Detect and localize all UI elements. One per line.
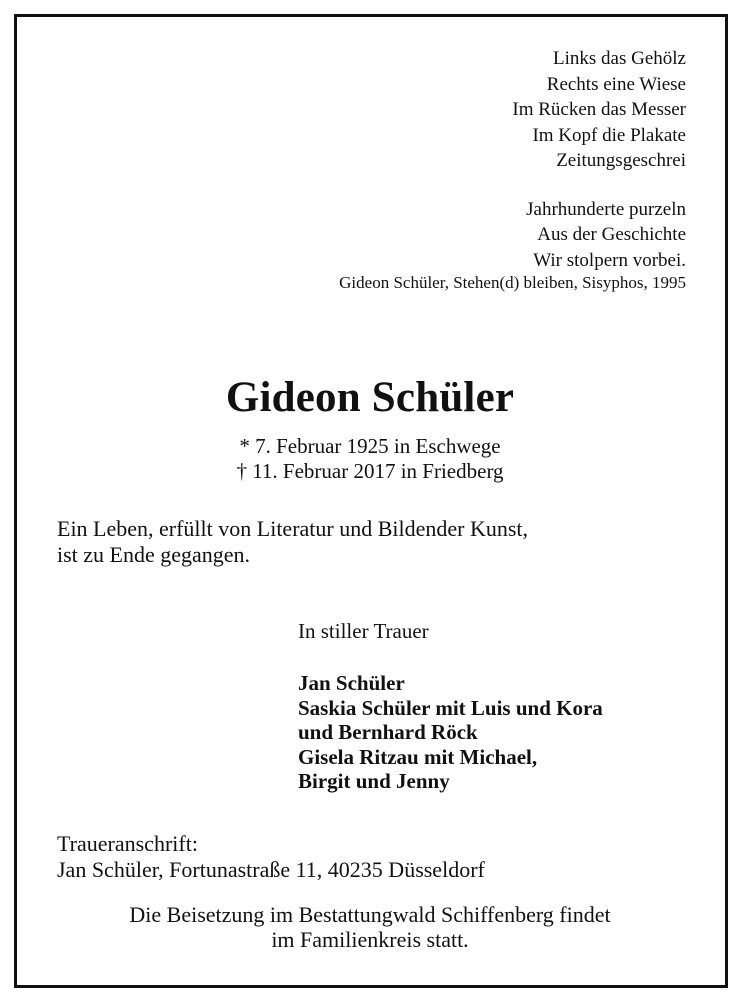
funeral-line: im Familienkreis statt.: [271, 927, 469, 952]
funeral-line: Die Beisetzung im Bestattungwald Schiffenberg findet: [129, 902, 611, 927]
tribute-line: ist zu Ende gegangen.: [57, 542, 251, 567]
poem-line: Wir stolpern vorbei.: [533, 249, 686, 271]
tribute-line: Ein Leben, erfüllt von Literatur und Bildender Kunst,: [57, 516, 529, 541]
poem-stanza: [512, 197, 686, 274]
poem: [512, 46, 686, 273]
poem-line: Zeitungsgeschrei: [556, 150, 686, 171]
mourning-label: In stiller Trauer: [298, 619, 429, 643]
poem-line: Im Rücken das Messer: [512, 99, 686, 120]
poem-line: Aus der Geschichte: [537, 224, 686, 245]
address-label: Traueranschrift:: [57, 831, 198, 856]
poem-attribution: Gideon Schüler, Stehen(d) bleiben, Sisyphos, 1995: [339, 273, 686, 292]
poem-line: Im Kopf die Plakate: [532, 124, 686, 146]
poem-line: Links das Gehölz: [553, 48, 686, 69]
mourner-line: Jan Schüler: [298, 671, 405, 695]
funeral-notice: [0, 902, 740, 952]
mourning-address: [57, 831, 485, 883]
address-line: Jan Schüler, Fortunastraße 11, 40235 Düsseldorf: [57, 857, 485, 882]
mourner-line: und Bernhard Röck: [298, 720, 478, 744]
mourner-line: Birgit und Jenny: [298, 769, 450, 793]
deceased-name: Gideon Schüler: [225, 374, 515, 421]
death-date: † 11. Februar 2017 in Friedberg: [236, 459, 504, 483]
stanza-spacer: [512, 174, 686, 197]
poem-line: Rechts eine Wiese: [546, 73, 686, 95]
life-dates: [0, 434, 740, 484]
birth-date: * 7. Februar 1925 in Eschwege: [239, 434, 501, 458]
mourner-line: Gisela Ritzau mit Michael,: [298, 744, 538, 769]
poem-stanza: [512, 46, 686, 174]
mourners-list: [298, 671, 603, 794]
tribute-text: [57, 516, 528, 568]
mourner-line: Saskia Schüler mit Luis und Kora: [298, 695, 603, 720]
poem-line: Jahrhunderte purzeln: [526, 198, 686, 220]
